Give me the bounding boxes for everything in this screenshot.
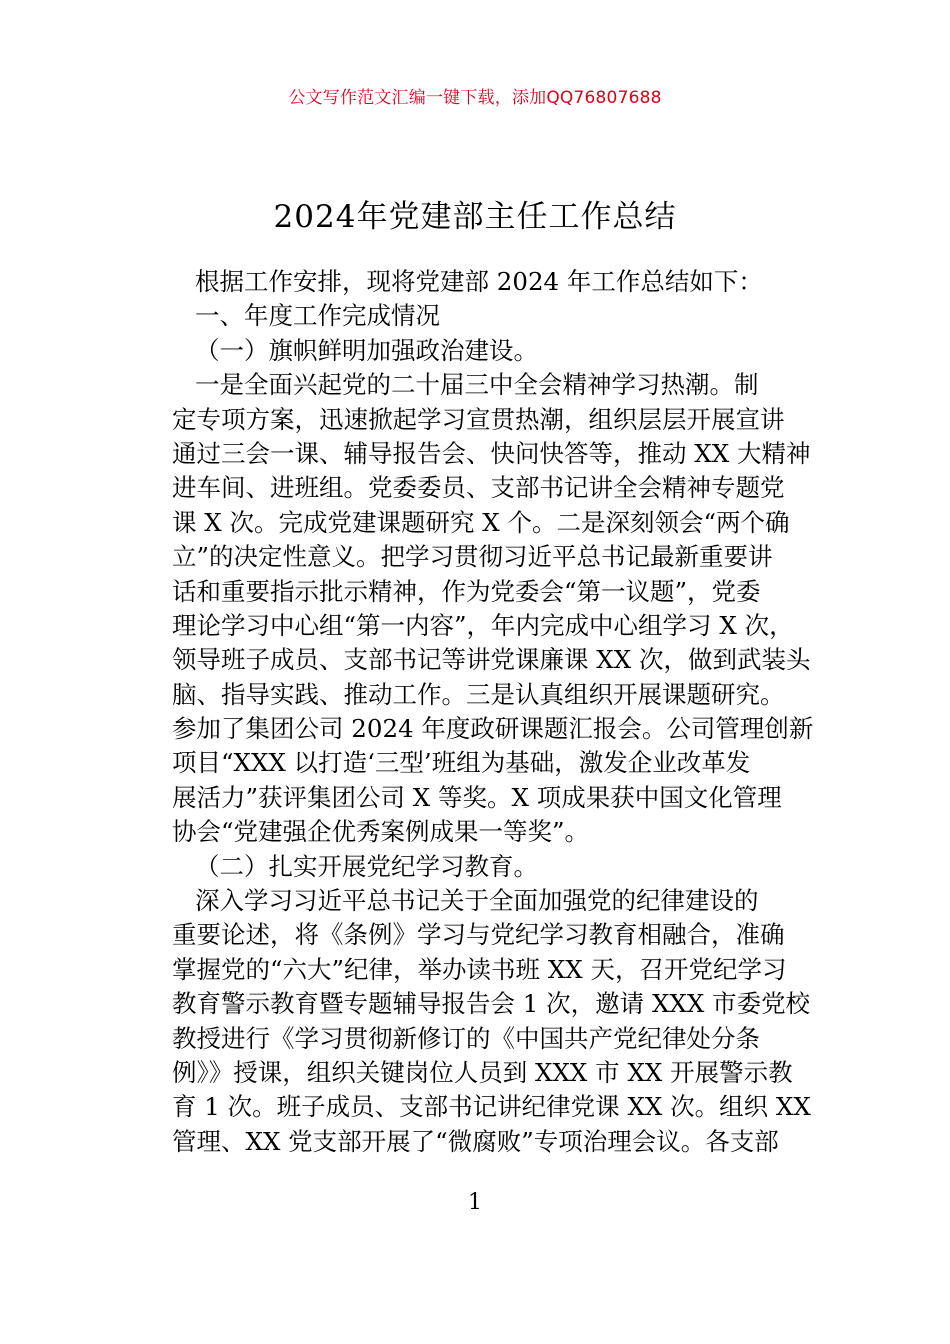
paragraph-line: 管理、XX 党支部开展了“微腐败”专项治理会议。各支部 — [172, 1126, 779, 1156]
subsection-heading: （一）旗帜鲜明加强政治建设。 — [195, 335, 538, 365]
paragraph-line: 掌握党的“六大”纪律，举办读书班 XX 天，召开党纪学习 — [172, 954, 787, 984]
paragraph-line: 根据工作安排，现将党建部 2024 年工作总结如下： — [195, 267, 763, 296]
download-banner: 公文写作范文汇编一键下载，添加QQ76807688 — [288, 88, 662, 108]
paragraph-line: 立”的决定性意义。把学习贯彻习近平总书记最新重要讲 — [172, 542, 773, 572]
paragraph-line: 展活力”获评集团公司 X 等奖。X 项成果获中国文化管理 — [172, 782, 782, 812]
paragraph-line: 定专项方案，迅速掀起学习宣贯热潮，组织层层开展宣讲 — [172, 404, 785, 434]
paragraph-line: 通过三会一课、辅导报告会、快问快答等，推动 XX 大精神 — [172, 438, 811, 468]
paragraph-line: 一是全面兴起党的二十届三中全会精神学习热潮。制 — [195, 370, 759, 400]
paragraph-line: 领导班子成员、支部书记等讲党课廉课 XX 次，做到武装头 — [172, 645, 811, 675]
paragraph-line: 深入学习习近平总书记关于全面加强党的纪律建设的 — [195, 886, 759, 916]
paragraph-line: 重要论述，将《条例》学习与党纪学习教育相融合，准确 — [172, 920, 785, 950]
paragraph-line: 协会“党建强企优秀案例成果一等奖”。 — [172, 817, 590, 847]
section-heading: 一、年度工作完成情况 — [195, 301, 440, 331]
document-title: 2024年党建部主任工作总结 — [273, 198, 677, 235]
paragraph-line: 课 X 次。完成党建课题研究 X 个。二是深刻领会“两个确 — [172, 507, 790, 537]
paragraph-line: 参加了集团公司 2024 年度政研课题汇报会。公司管理创新 — [172, 714, 814, 744]
paragraph-line: 例》》授课，组织关键岗位人员到 XXX 市 XX 开展警示教 — [172, 1057, 793, 1087]
paragraph-line: 教育警示教育暨专题辅导报告会 1 次，邀请 XXX 市委党校 — [172, 989, 811, 1019]
document-body — [172, 265, 814, 1159]
paragraph-line: 脑、指导实践、推动工作。三是认真组织开展课题研究。 — [172, 679, 785, 709]
paragraph-line: 项目“XXX 以打造‘三型’班组为基础，激发企业改革发 — [172, 748, 751, 778]
paragraph-line: 理论学习中心组“第一内容”，年内完成中心组学习 X 次， — [172, 610, 794, 640]
paragraph-line: 教授进行《学习贯彻新修订的《中国共产党纪律处分条 — [172, 1023, 760, 1053]
paragraph-line: 话和重要指示批示精神，作为党委会“第一议题”，党委 — [172, 576, 761, 606]
subsection-heading: （二）扎实开展党纪学习教育。 — [195, 851, 538, 881]
paragraph-line: 育 1 次。班子成员、支部书记讲纪律党课 XX 次。组织 XX — [172, 1092, 811, 1122]
page-number: 1 — [468, 1190, 482, 1215]
paragraph-line: 进车间、进班组。党委委员、支部书记讲全会精神专题党 — [172, 473, 785, 503]
